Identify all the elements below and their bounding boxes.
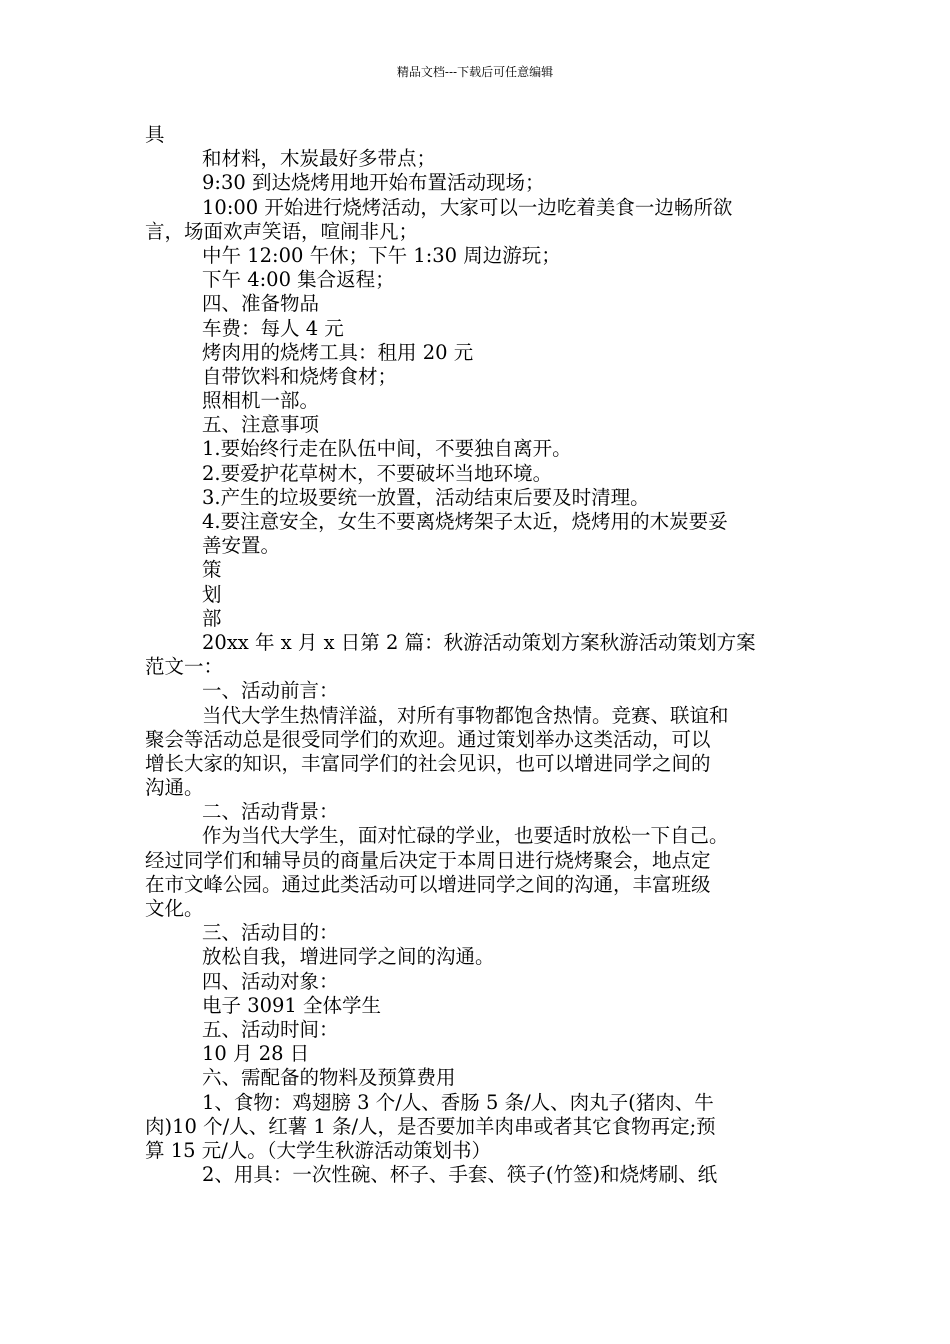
text-line: 下午 4:00 集合返程； <box>202 268 395 292</box>
text-line: 三、活动目的： <box>202 921 339 945</box>
text-line: 9:30 到达烧烤用地开始布置活动现场； <box>202 171 545 195</box>
text-line: 文化。 <box>145 897 204 920</box>
text-line: 3.产生的垃圾要统一放置，活动结束后要及时清理。 <box>202 485 650 509</box>
text-line: 策 <box>202 558 222 582</box>
document-body <box>145 123 807 1187</box>
text-line: 放松自我，增进同学之间的沟通。 <box>202 945 495 969</box>
text-line: 沟通。 <box>145 776 204 800</box>
text-line: 聚会等活动总是很受同学们的欢迎。通过策划举办这类活动，可以 <box>145 727 711 751</box>
text-line: 电子 3091 全体学生 <box>202 993 382 1017</box>
text-line: 作为当代大学生，面对忙碌的学业，也要适时放松一下自己。 <box>202 824 729 848</box>
text-line: 算 15 元/人。（大学生秋游活动策划书） <box>145 1138 492 1162</box>
text-line: 言，场面欢声笑语，喧闹非凡； <box>145 219 419 243</box>
text-line: 2、用具：一次性碗、杯子、手套、筷子(竹签)和烧烤刷、纸 <box>202 1163 718 1187</box>
text-line: 划 <box>202 582 222 606</box>
text-line: 20xx 年 x 月 x 日第 2 篇：秋游活动策划方案秋游活动策划方案 <box>202 630 756 654</box>
text-line: 增长大家的知识，丰富同学们的社会见识，也可以增进同学之间的 <box>145 751 711 775</box>
text-line: 当代大学生热情洋溢，对所有事物都饱含热情。竞赛、联谊和 <box>202 703 729 727</box>
text-line: 2.要爱护花草树木，不要破坏当地环境。 <box>202 461 553 485</box>
page-header: 精品文档---下载后可任意编辑 <box>396 65 554 79</box>
text-line: 4.要注意安全，女生不要离烧烤架子太近，烧烤用的木炭要妥 <box>202 510 728 533</box>
text-line: 一、活动前言： <box>202 679 339 703</box>
text-line: 中午 12:00 午休；下午 1:30 周边游玩； <box>202 243 561 267</box>
text-line: 四、活动对象： <box>202 969 339 993</box>
text-line: 肉)10 个/人、红薯 1 条/人，是否要加羊肉串或者其它食物再定;预 <box>145 1114 716 1138</box>
text-line: 和材料，木炭最好多带点； <box>202 147 437 171</box>
text-line: 自带饮料和烧烤食材； <box>202 364 398 388</box>
text-line: 烤肉用的烧烤工具：租用 20 元 <box>202 340 474 364</box>
text-line: 二、活动背景： <box>202 800 339 824</box>
text-line: 部 <box>202 606 222 630</box>
text-line: 照相机一部。 <box>202 389 320 413</box>
text-line: 五、注意事项 <box>202 413 320 437</box>
text-line: 四、准备物品 <box>202 292 320 316</box>
text-line: 经过同学们和辅导员的商量后决定于本周日进行烧烤聚会，地点定 <box>145 848 711 872</box>
text-line: 10:00 开始进行烧烤活动，大家可以一边吃着美食一边畅所欲 <box>202 195 733 219</box>
text-line: 五、活动时间： <box>202 1017 339 1041</box>
text-line: 车费：每人 4 元 <box>202 316 344 340</box>
text-line: 10 月 28 日 <box>202 1042 310 1066</box>
text-line: 1.要始终行走在队伍中间，不要独自离开。 <box>202 437 572 461</box>
text-line: 六、需配备的物料及预算费用 <box>202 1066 456 1090</box>
text-line: 在市文峰公园。通过此类活动可以增进同学之间的沟通，丰富班级 <box>145 872 711 896</box>
text-line: 范文一： <box>145 655 224 679</box>
text-line: 具 <box>145 123 165 146</box>
text-line: 1、食物：鸡翅膀 3 个/人、香肠 5 条/人、肉丸子(猪肉、牛 <box>202 1090 714 1114</box>
text-line: 善安置。 <box>202 534 281 558</box>
